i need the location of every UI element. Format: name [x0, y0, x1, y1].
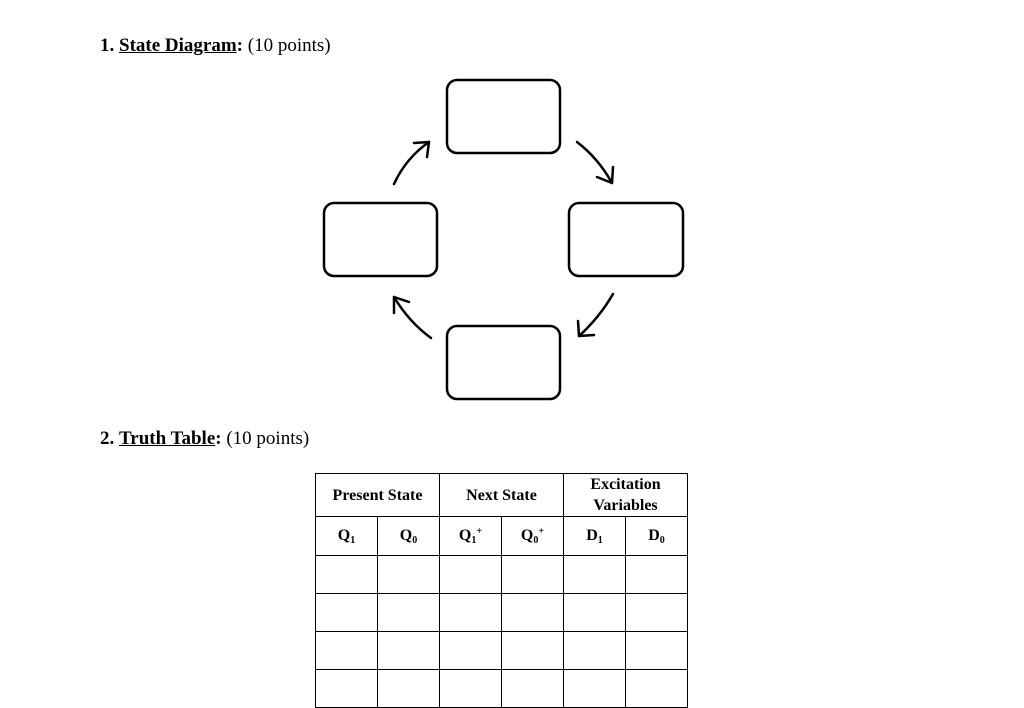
section-2-points: (10 points) [226, 428, 310, 449]
table-cell[interactable] [502, 670, 564, 708]
section-2-heading [100, 428, 309, 450]
table-cell[interactable] [564, 594, 626, 632]
table-cell[interactable] [626, 594, 688, 632]
truth-table [315, 473, 688, 708]
transition-arrow-right-to-bottom [578, 294, 613, 336]
table-cell[interactable] [626, 670, 688, 708]
column-header-row [316, 517, 688, 556]
column-header-q1-next: $Q_1^+$ [440, 517, 502, 556]
transition-arrow-left-to-top [394, 142, 429, 184]
section-1-colon: : [236, 35, 243, 56]
transition-arrow-bottom-to-left [394, 297, 431, 338]
section-1-title: State Diagram [119, 35, 237, 56]
section-2-colon: : [215, 428, 222, 449]
state-box-left[interactable] [324, 203, 437, 276]
table-cell[interactable] [440, 594, 502, 632]
table-cell[interactable] [564, 632, 626, 670]
transition-arrow-top-to-right [577, 142, 613, 183]
table-row [316, 556, 688, 594]
table-cell[interactable] [316, 670, 378, 708]
table-row [316, 594, 688, 632]
section-1-points: (10 points) [247, 35, 331, 56]
state-box-bottom[interactable] [447, 326, 560, 399]
table-cell[interactable] [316, 632, 378, 670]
table-cell[interactable] [378, 632, 440, 670]
section-1-number: 1. [100, 35, 115, 56]
table-cell[interactable] [440, 632, 502, 670]
table-cell[interactable] [378, 594, 440, 632]
column-header-d1: $D_1$ [564, 517, 626, 556]
column-header-q0: $Q_0$ [378, 517, 440, 556]
column-header-q0-next: $Q_0^+$ [502, 517, 564, 556]
table-row [316, 632, 688, 670]
table-cell[interactable] [564, 556, 626, 594]
state-box-top[interactable] [447, 80, 560, 153]
table-cell[interactable] [316, 556, 378, 594]
table-row [316, 670, 688, 708]
column-header-d0: $D_0$ [626, 517, 688, 556]
section-2-title: Truth Table [119, 428, 216, 449]
table-cell[interactable] [378, 670, 440, 708]
table-cell[interactable] [502, 594, 564, 632]
group-header-present-state: Present State [316, 474, 440, 517]
table-cell[interactable] [502, 556, 564, 594]
table-cell[interactable] [564, 670, 626, 708]
group-header-excitation-variables: Excitation Variables [564, 474, 688, 517]
column-header-q1: $Q_1$ [316, 517, 378, 556]
table-cell[interactable] [626, 632, 688, 670]
table-cell[interactable] [440, 556, 502, 594]
table-cell[interactable] [316, 594, 378, 632]
group-header-row [316, 474, 688, 517]
table-cell[interactable] [502, 632, 564, 670]
section-2-number: 2. [100, 428, 115, 449]
table-cell[interactable] [440, 670, 502, 708]
table-cell[interactable] [626, 556, 688, 594]
group-header-next-state: Next State [440, 474, 564, 517]
state-box-right[interactable] [569, 203, 683, 276]
table-cell[interactable] [378, 556, 440, 594]
